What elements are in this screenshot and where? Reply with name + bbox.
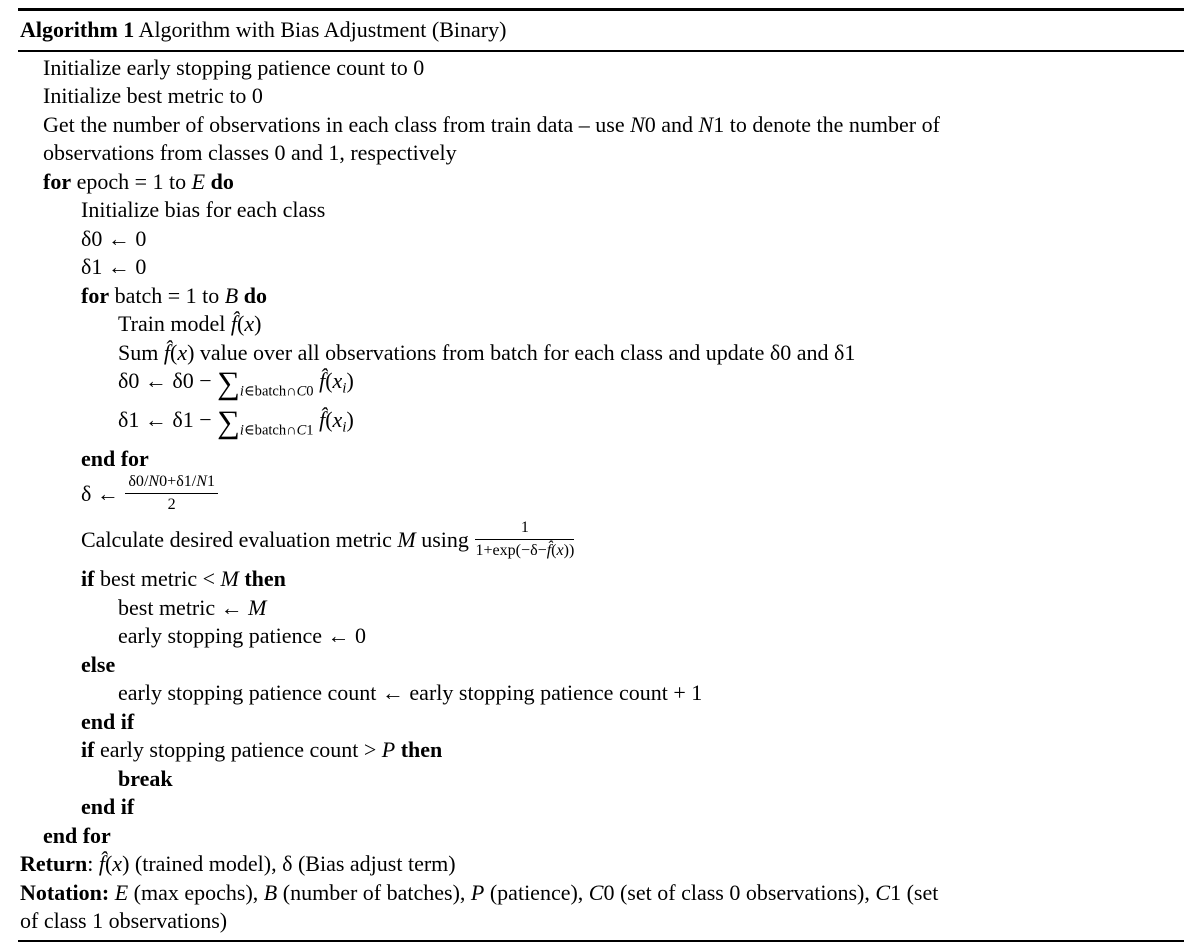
text-segment: then: [400, 737, 443, 763]
text-segment: if: [81, 737, 95, 763]
algorithm-line: [81, 253, 1184, 282]
sigma-symbol: ∑: [217, 365, 240, 401]
text-segment: f̂: [163, 339, 170, 365]
algorithm-line: [81, 473, 1184, 519]
text-segment: B: [224, 282, 239, 308]
algorithm-header: [18, 11, 1184, 50]
text-segment: best metric <: [94, 566, 221, 592]
fraction-denominator: [125, 494, 218, 515]
text-segment: early stopping patience count ← early stopping patience count + 1: [118, 680, 703, 706]
text-segment: else: [81, 651, 116, 677]
algorithm-line: [81, 519, 1184, 565]
text-segment: C: [875, 879, 891, 905]
bottom-rule: [18, 940, 1184, 942]
text-segment: end for: [43, 822, 111, 848]
text-segment: 0 (set of class 0 observations),: [603, 879, 876, 905]
text-segment: x: [244, 311, 255, 336]
text-segment: if: [81, 566, 95, 592]
algorithm-title: Algorithm with Bias Adjustment (Binary): [134, 17, 507, 42]
text-segment: ) (trained model), δ (Bias adjust term): [122, 851, 456, 877]
text-segment: M: [248, 594, 267, 620]
text-segment: f̂: [230, 311, 237, 336]
algorithm-line: [118, 339, 1184, 368]
text-segment: Initialize early stopping patience count to 0: [43, 54, 425, 80]
algorithm-line: [43, 54, 1184, 83]
algorithm-line: [20, 879, 1184, 908]
text-segment: 1: [520, 519, 529, 537]
text-segment: Sum: [118, 339, 164, 365]
text-segment: 1 to denote the number of: [713, 111, 940, 137]
text-segment: ): [254, 311, 262, 336]
algorithm-label: Algorithm 1: [20, 17, 135, 42]
algorithm-line: [81, 282, 1184, 311]
text-segment: Initialize best metric to 0: [43, 83, 263, 108]
algorithm-line: [118, 622, 1184, 651]
text-segment: )): [563, 541, 575, 559]
text-segment: Notation:: [20, 879, 115, 905]
text-segment: 0: [306, 383, 314, 400]
algorithm-line: [118, 594, 1184, 623]
text-segment: δ1 ← 0: [81, 254, 147, 279]
text-segment: (: [325, 368, 333, 393]
text-segment: (: [551, 541, 557, 559]
text-segment: x: [556, 541, 564, 559]
text-segment: f̂: [319, 406, 326, 432]
text-segment: x: [332, 368, 343, 393]
text-segment: f̂: [546, 541, 552, 559]
text-segment: N: [630, 111, 645, 137]
fraction-denominator: [475, 540, 574, 561]
text-segment: using: [415, 527, 475, 553]
text-segment: Calculate desired evaluation metric: [81, 527, 398, 553]
text-segment: N: [148, 473, 160, 490]
text-segment: :: [87, 851, 99, 877]
text-segment: do: [243, 282, 267, 308]
algorithm-line: [20, 907, 1184, 936]
text-segment: f̂: [319, 368, 326, 393]
text-segment: 0+δ1/: [159, 473, 197, 490]
text-segment: δ1 ← δ1 −: [118, 406, 218, 432]
algorithm-line: [118, 310, 1184, 339]
text-segment: Train model: [118, 311, 231, 336]
text-segment: E: [191, 168, 206, 194]
text-segment: C: [296, 422, 307, 438]
text-segment: ): [346, 368, 354, 393]
text-segment: (: [236, 311, 245, 336]
text-segment: 1: [306, 422, 314, 438]
algorithm-line: [118, 406, 1184, 445]
text-segment: best metric ←: [118, 594, 249, 620]
text-segment: δ0 ← δ0 −: [118, 368, 218, 393]
text-segment: δ0 ← 0: [81, 225, 147, 251]
text-segment: x: [332, 406, 343, 432]
text-segment: (number of batches),: [277, 879, 471, 905]
text-segment: observations from classes 0 and 1, respectively: [43, 140, 457, 165]
text-segment: batch = 1 to: [109, 282, 225, 308]
text-segment: (max epochs),: [128, 879, 264, 905]
algorithm-line: [81, 196, 1184, 225]
text-segment: 1+exp(−δ−: [475, 541, 547, 559]
algorithm-line: [81, 793, 1184, 822]
text-segment: ) value over all observations from batch for each class and update δ0 and δ1: [187, 339, 856, 365]
fraction-numerator: [125, 472, 218, 494]
text-segment: epoch = 1 to: [71, 168, 192, 194]
algorithm-line: [81, 736, 1184, 765]
algorithm-line: [20, 850, 1184, 879]
text-segment: for: [81, 282, 110, 308]
text-segment: B: [263, 879, 278, 905]
text-segment: (: [169, 339, 178, 365]
text-segment: x: [177, 339, 188, 365]
text-segment: Get the number of observations in each class from train data – use: [43, 111, 631, 137]
sum-subscript: [240, 422, 314, 438]
algorithm-line: [81, 651, 1184, 680]
algorithm-body: [18, 52, 1184, 940]
fraction: [475, 518, 574, 560]
fraction-numerator: [475, 518, 574, 540]
algorithm-line: [118, 765, 1184, 794]
text-segment: C: [588, 879, 604, 905]
algorithm-line: [81, 565, 1184, 594]
text-segment: f̂: [98, 851, 105, 877]
text-segment: M: [220, 566, 239, 592]
text-segment: E: [114, 879, 129, 905]
text-segment: δ0/: [128, 473, 149, 490]
text-segment: end if: [81, 708, 135, 734]
text-segment: ∈batch∩: [243, 383, 297, 400]
text-segment: Return: [20, 851, 88, 877]
text-segment: i: [342, 380, 347, 397]
text-segment: N: [196, 473, 207, 490]
text-segment: 2: [167, 495, 176, 513]
sigma-symbol: ∑: [217, 404, 240, 440]
text-segment: end if: [81, 794, 135, 820]
text-segment: of class 1 observations): [20, 908, 228, 934]
text-segment: P: [381, 737, 396, 763]
text-segment: (patience),: [484, 879, 589, 905]
text-segment: end for: [81, 445, 149, 471]
text-segment: M: [397, 527, 416, 553]
text-segment: (: [325, 406, 333, 432]
text-segment: for: [43, 168, 72, 194]
text-segment: i: [239, 422, 244, 438]
text-segment: 1: [206, 473, 216, 490]
algorithm-line: [81, 445, 1184, 474]
algorithm-line: [81, 708, 1184, 737]
text-segment: i: [239, 383, 244, 400]
algorithm-line: [43, 111, 1184, 140]
sum-subscript: [240, 383, 314, 399]
text-segment: N: [698, 111, 714, 137]
text-segment: x: [112, 851, 123, 877]
algorithm-line: [118, 679, 1184, 708]
text-segment: P: [470, 879, 485, 905]
algorithm-line: [118, 367, 1184, 406]
fraction: [125, 472, 218, 514]
text-segment: Initialize bias for each class: [81, 197, 326, 222]
text-segment: i: [342, 419, 347, 436]
algorithm-line: [43, 168, 1184, 197]
algorithm-line: [81, 225, 1184, 254]
text-segment: early stopping patience ← 0: [118, 623, 367, 649]
text-segment: break: [118, 765, 173, 791]
sum-operator: [217, 365, 314, 401]
text-segment: ∈batch∩: [243, 422, 297, 438]
text-segment: then: [244, 566, 286, 592]
text-segment: δ ←: [81, 481, 125, 507]
text-segment: do: [210, 168, 234, 194]
text-segment: 0 and: [644, 111, 699, 137]
text-segment: early stopping patience count >: [94, 737, 382, 763]
algorithm-line: [43, 822, 1184, 851]
text-segment: C: [296, 383, 307, 400]
text-segment: 1 (set: [890, 879, 939, 905]
sum-operator: [217, 404, 314, 440]
algorithm-line: [43, 82, 1184, 111]
text-segment: ): [346, 406, 354, 432]
text-segment: (: [104, 851, 113, 877]
algorithm-line: [43, 139, 1184, 168]
